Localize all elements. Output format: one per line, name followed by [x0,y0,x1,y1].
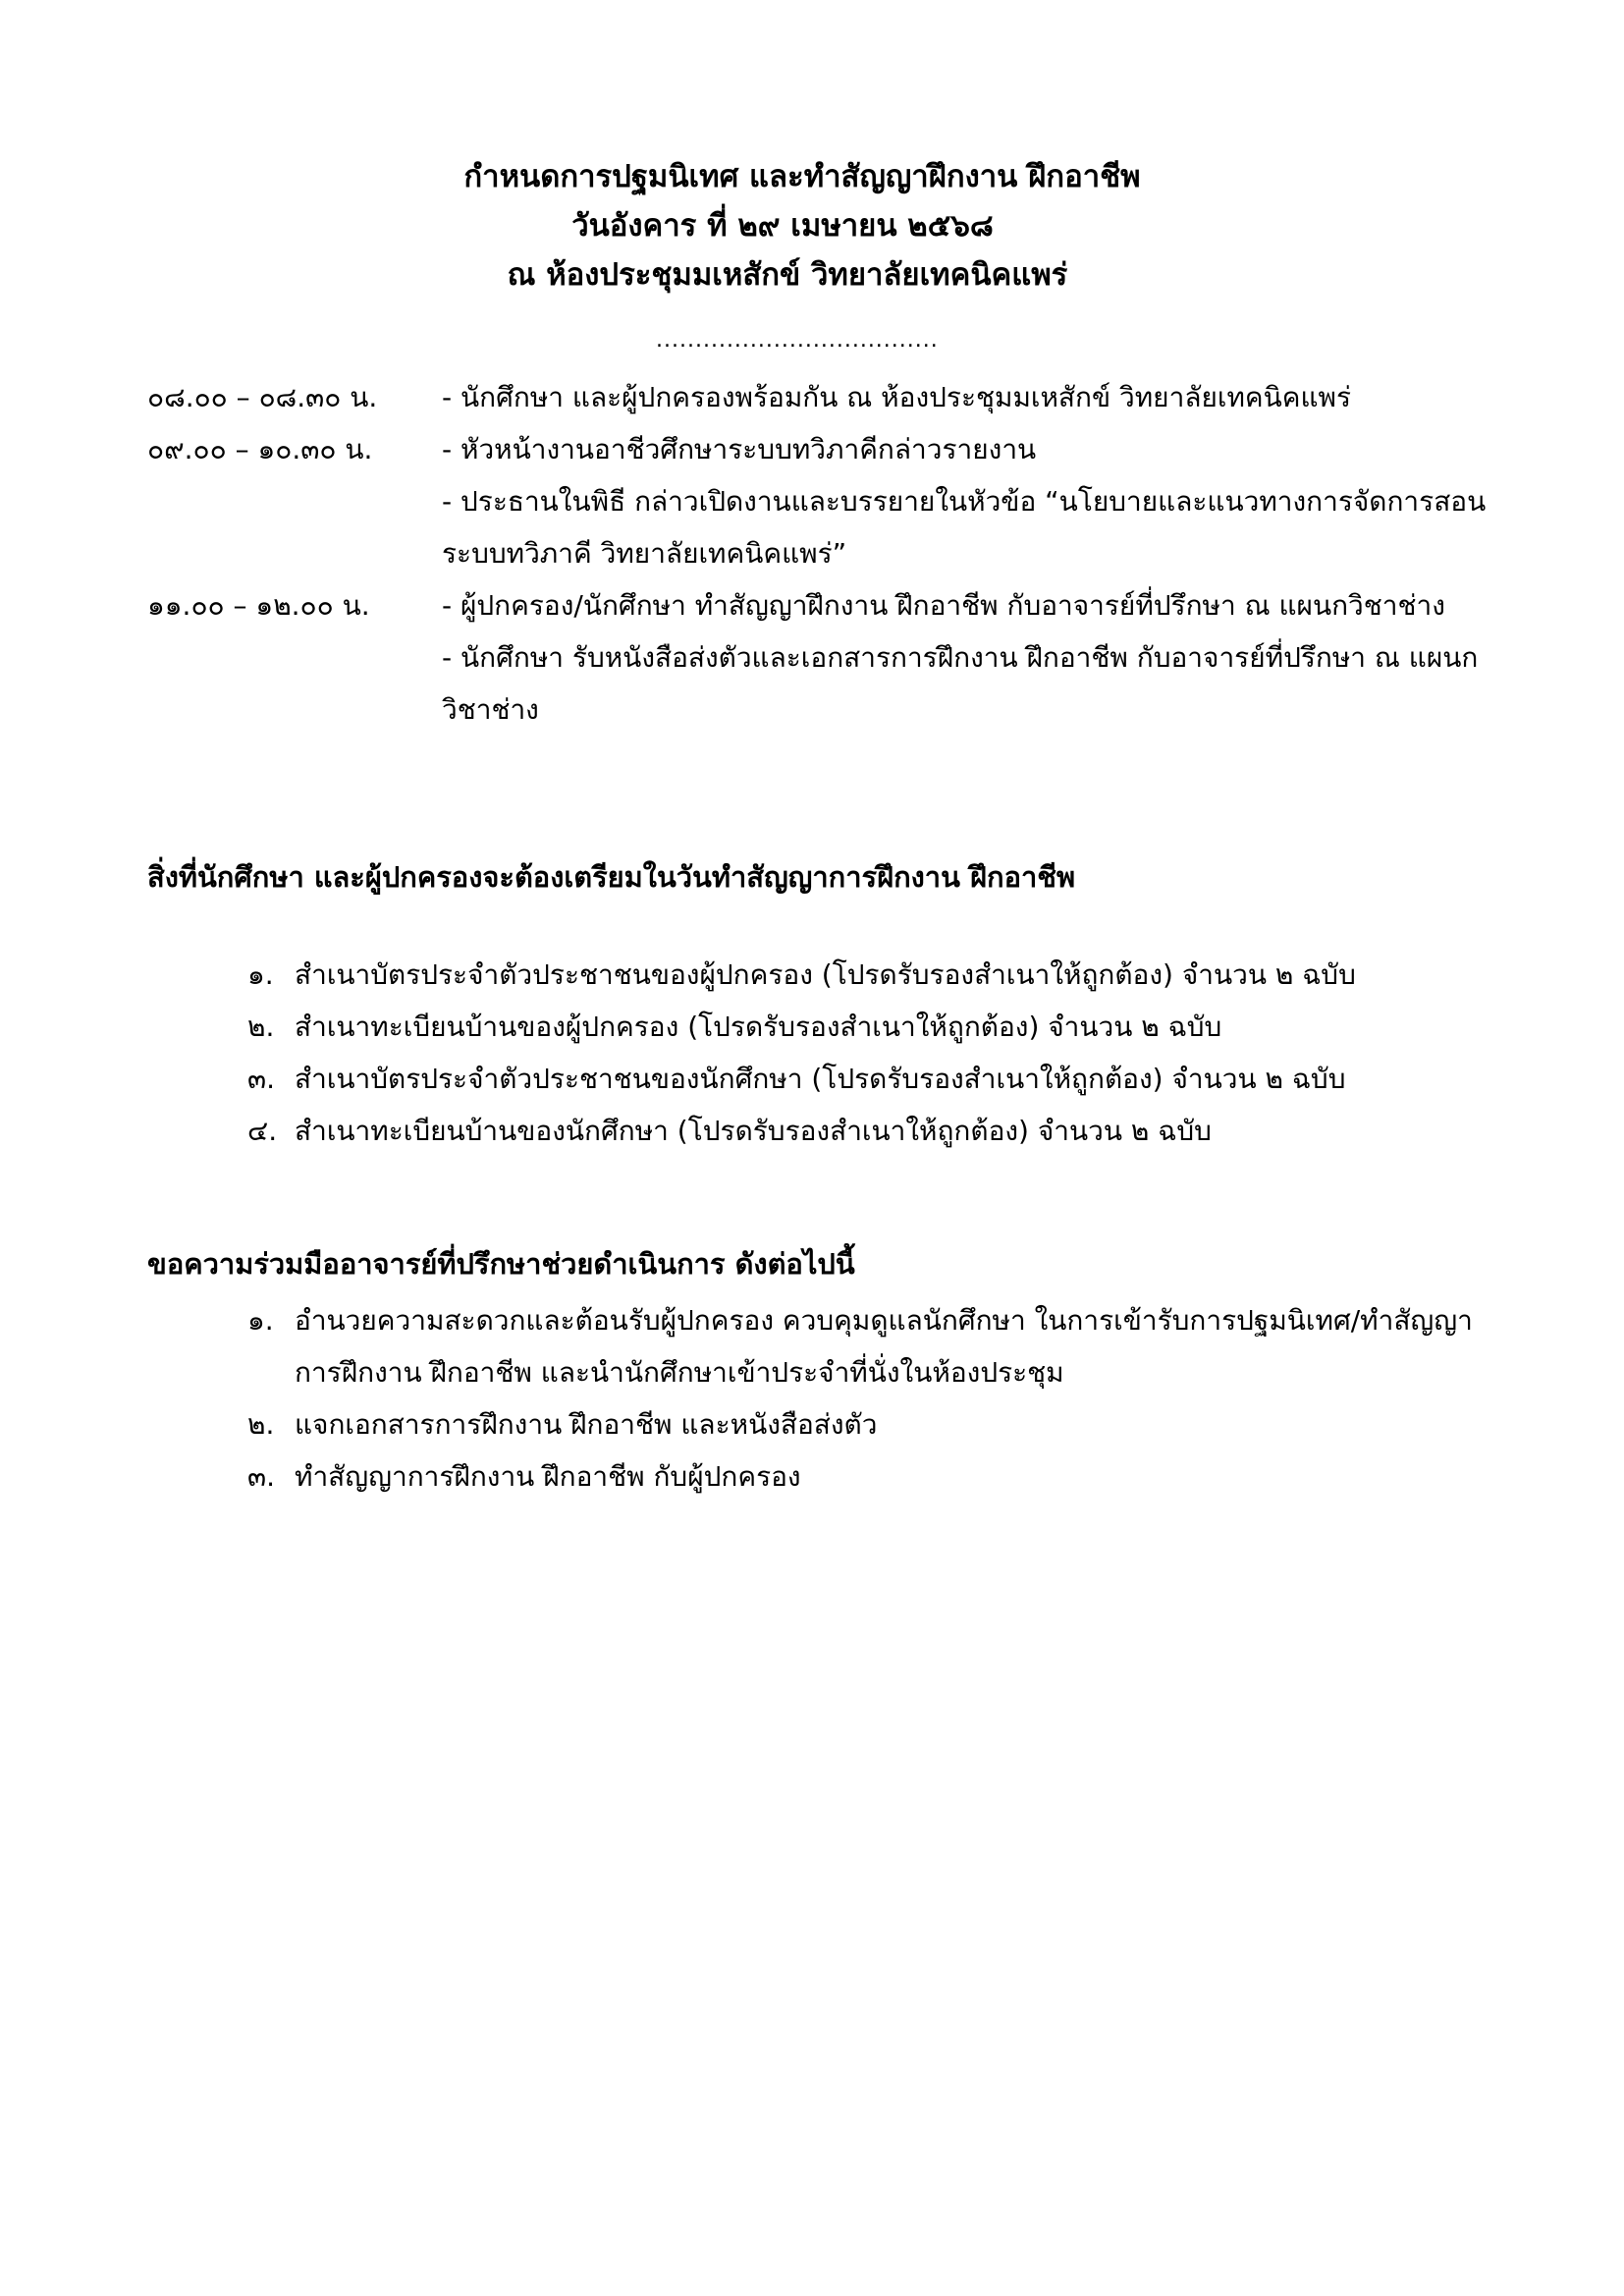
header-venue: ณ ห้องประชุมมเหสักข์ วิทยาลัยเทคนิคแพร่ [507,257,1068,293]
schedule-items [442,423,1522,579]
schedule-time: ๐๙.๐๐ – ๑๐.๓๐ น. [147,433,373,465]
schedule-item: - นักศึกษา และผู้ปกครองพร้อมกัน ณ ห้องประชุมมเหสักข์ วิทยาลัยเทคนิคแพร่ [442,381,1352,413]
schedule-item: - ผู้ปกครอง/นักศึกษา ทำสัญญาฝึกงาน ฝึกอาชีพ กับอาจารย์ที่ปรึกษา ณ แผนกวิชาช่าง [442,589,1445,622]
list-item [247,1105,1524,1157]
list-item-number: ๓. [247,1063,276,1095]
schedule-row [147,423,1522,579]
list-item [247,949,1524,1001]
list-item-number: ๒. [247,1011,275,1043]
list-item-number: ๓. [247,1460,276,1493]
documents-list [247,949,1524,1157]
list-item [247,1398,1524,1450]
header-date: วันอังคาร ที่ ๒๙ เมษายน ๒๕๖๘ [571,208,994,244]
schedule-item: - หัวหน้างานอาชีวศึกษาระบบทวิภาคีกล่าวรายงาน [442,433,1037,465]
document-header [0,152,1624,300]
list-item [247,1001,1524,1053]
schedule-row [147,579,1522,736]
schedule-list [147,371,1522,736]
list-item-number: ๒. [247,1408,275,1441]
list-item-text: สำเนาบัตรประจำตัวประชาชนของผู้ปกครอง (โปรดรับรองสำเนาให้ถูกต้อง) จำนวน ๒ ฉบับ [295,958,1356,991]
list-item-number: ๑. [247,958,274,991]
schedule-items [442,579,1522,736]
schedule-row [147,371,1522,423]
list-item-text: แจกเอกสารการฝึกงาน ฝึกอาชีพ และหนังสือส่งตัว [295,1408,878,1441]
schedule-item: - ประธานในพิธี กล่าวเปิดงานและบรรยายในหัวข้อ “นโยบายและแนวทางการจัดการสอนระบบทวิภาคี วิทยาลัยเทคนิคแพร่” [442,485,1487,570]
list-item [247,1294,1524,1398]
list-item-number: ๔. [247,1115,278,1147]
list-item-text: สำเนาบัตรประจำตัวประชาชนของนักศึกษา (โปรดรับรองสำเนาให้ถูกต้อง) จำนวน ๒ ฉบับ [295,1063,1346,1095]
advisors-list [247,1294,1524,1503]
schedule-items [442,371,1522,423]
header-separator: .................................... [656,328,939,353]
list-item-text: สำเนาทะเบียนบ้านของนักศึกษา (โปรดรับรองสำเนาให้ถูกต้อง) จำนวน ๒ ฉบับ [295,1115,1212,1147]
documents-section-title: สิ่งที่นักศึกษา และผู้ปกครองจะต้องเตรียมในวันทำสัญญาการฝึกงาน ฝึกอาชีพ [147,860,1076,894]
list-item-text: ทำสัญญาการฝึกงาน ฝึกอาชีพ กับผู้ปกครอง [295,1460,801,1493]
list-item-text: อำนวยความสะดวกและต้อนรับผู้ปกครอง ควบคุมดูแลนักศึกษา ในการเข้ารับการปฐมนิเทศ/ทำสัญญาการฝึกงาน ฝึกอาชีพ และนำนักศึกษาเข้าประจำที่นั่งในห้องประชุม [295,1304,1473,1389]
list-item [247,1053,1524,1105]
list-item-text: สำเนาทะเบียนบ้านของผู้ปกครอง (โปรดรับรองสำเนาให้ถูกต้อง) จำนวน ๒ ฉบับ [295,1011,1222,1043]
schedule-time: ๐๘.๐๐ – ๐๘.๓๐ น. [147,381,378,413]
schedule-time: ๑๑.๐๐ – ๑๒.๐๐ น. [147,589,370,622]
list-item-number: ๑. [247,1304,274,1337]
schedule-item: - นักศึกษา รับหนังสือส่งตัวและเอกสารการฝึกงาน ฝึกอาชีพ กับอาจารย์ที่ปรึกษา ณ แผนกวิชาช่าง [442,641,1479,726]
header-title: กำหนดการปฐมนิเทศ และทำสัญญาฝึกงาน ฝึกอาชีพ [463,159,1141,194]
list-item [247,1450,1524,1503]
advisors-section-title: ขอความร่วมมืออาจารย์ที่ปรึกษาช่วยดำเนินการ ดังต่อไปนี้ [147,1247,855,1281]
